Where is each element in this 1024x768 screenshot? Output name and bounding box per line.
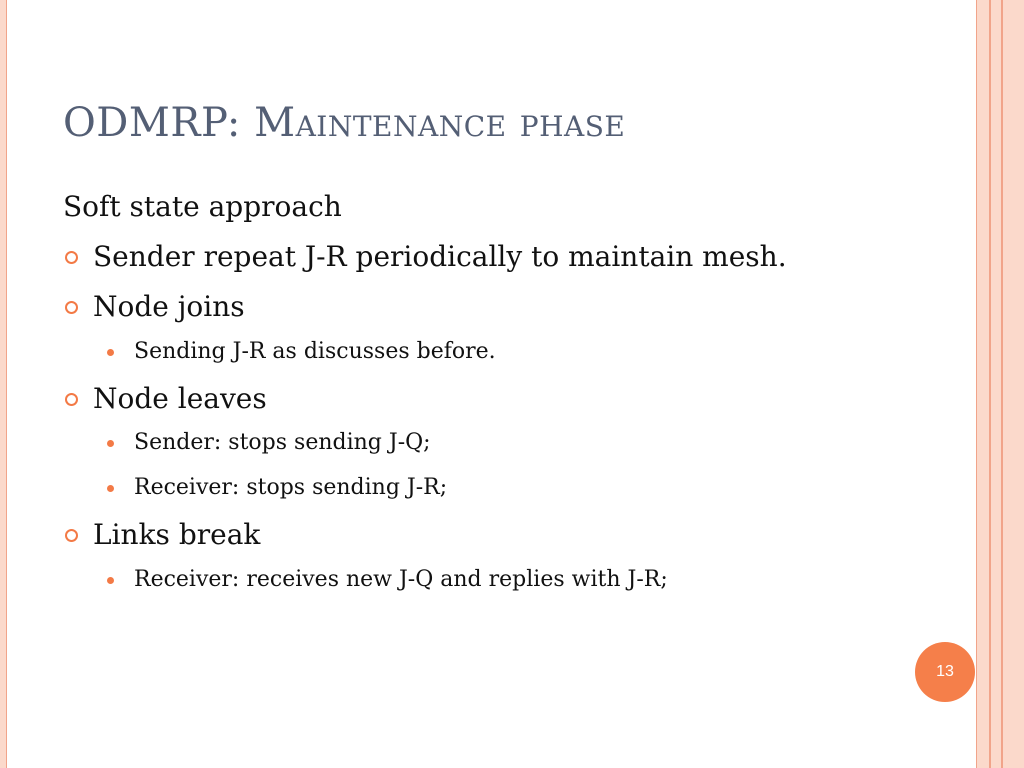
- body-line: Receiver: stops sending J-R;: [134, 475, 448, 500]
- body-line: Node joins: [93, 290, 245, 323]
- page-number: 13: [936, 663, 954, 680]
- page-number-badge: [915, 642, 975, 702]
- right-stripe: [1003, 0, 1024, 768]
- ring-bullet-icon: [65, 251, 78, 264]
- dot-bullet-icon: [107, 349, 114, 356]
- dot-bullet-icon: [107, 440, 114, 447]
- dot-bullet-icon: [107, 485, 114, 492]
- dot-bullet-icon: [107, 577, 114, 584]
- body-line: Sender: stops sending J-Q;: [134, 430, 431, 455]
- body-line: Soft state approach: [63, 190, 342, 223]
- ring-bullet-icon: [65, 393, 78, 406]
- slide-title: ODMRP: Maintenance phase: [63, 100, 626, 146]
- body-line: Sender repeat J-R periodically to maintain mesh.: [93, 240, 787, 273]
- body-line: Node leaves: [93, 382, 267, 415]
- ring-bullet-icon: [65, 301, 78, 314]
- body-line: Links break: [93, 518, 261, 551]
- right-stripe: [991, 0, 1001, 768]
- body-line: Receiver: receives new J-Q and replies with J-R;: [134, 567, 668, 592]
- left-border-line: [6, 0, 7, 768]
- right-stripe: [977, 0, 989, 768]
- body-line: Sending J-R as discusses before.: [134, 339, 496, 364]
- ring-bullet-icon: [65, 529, 78, 542]
